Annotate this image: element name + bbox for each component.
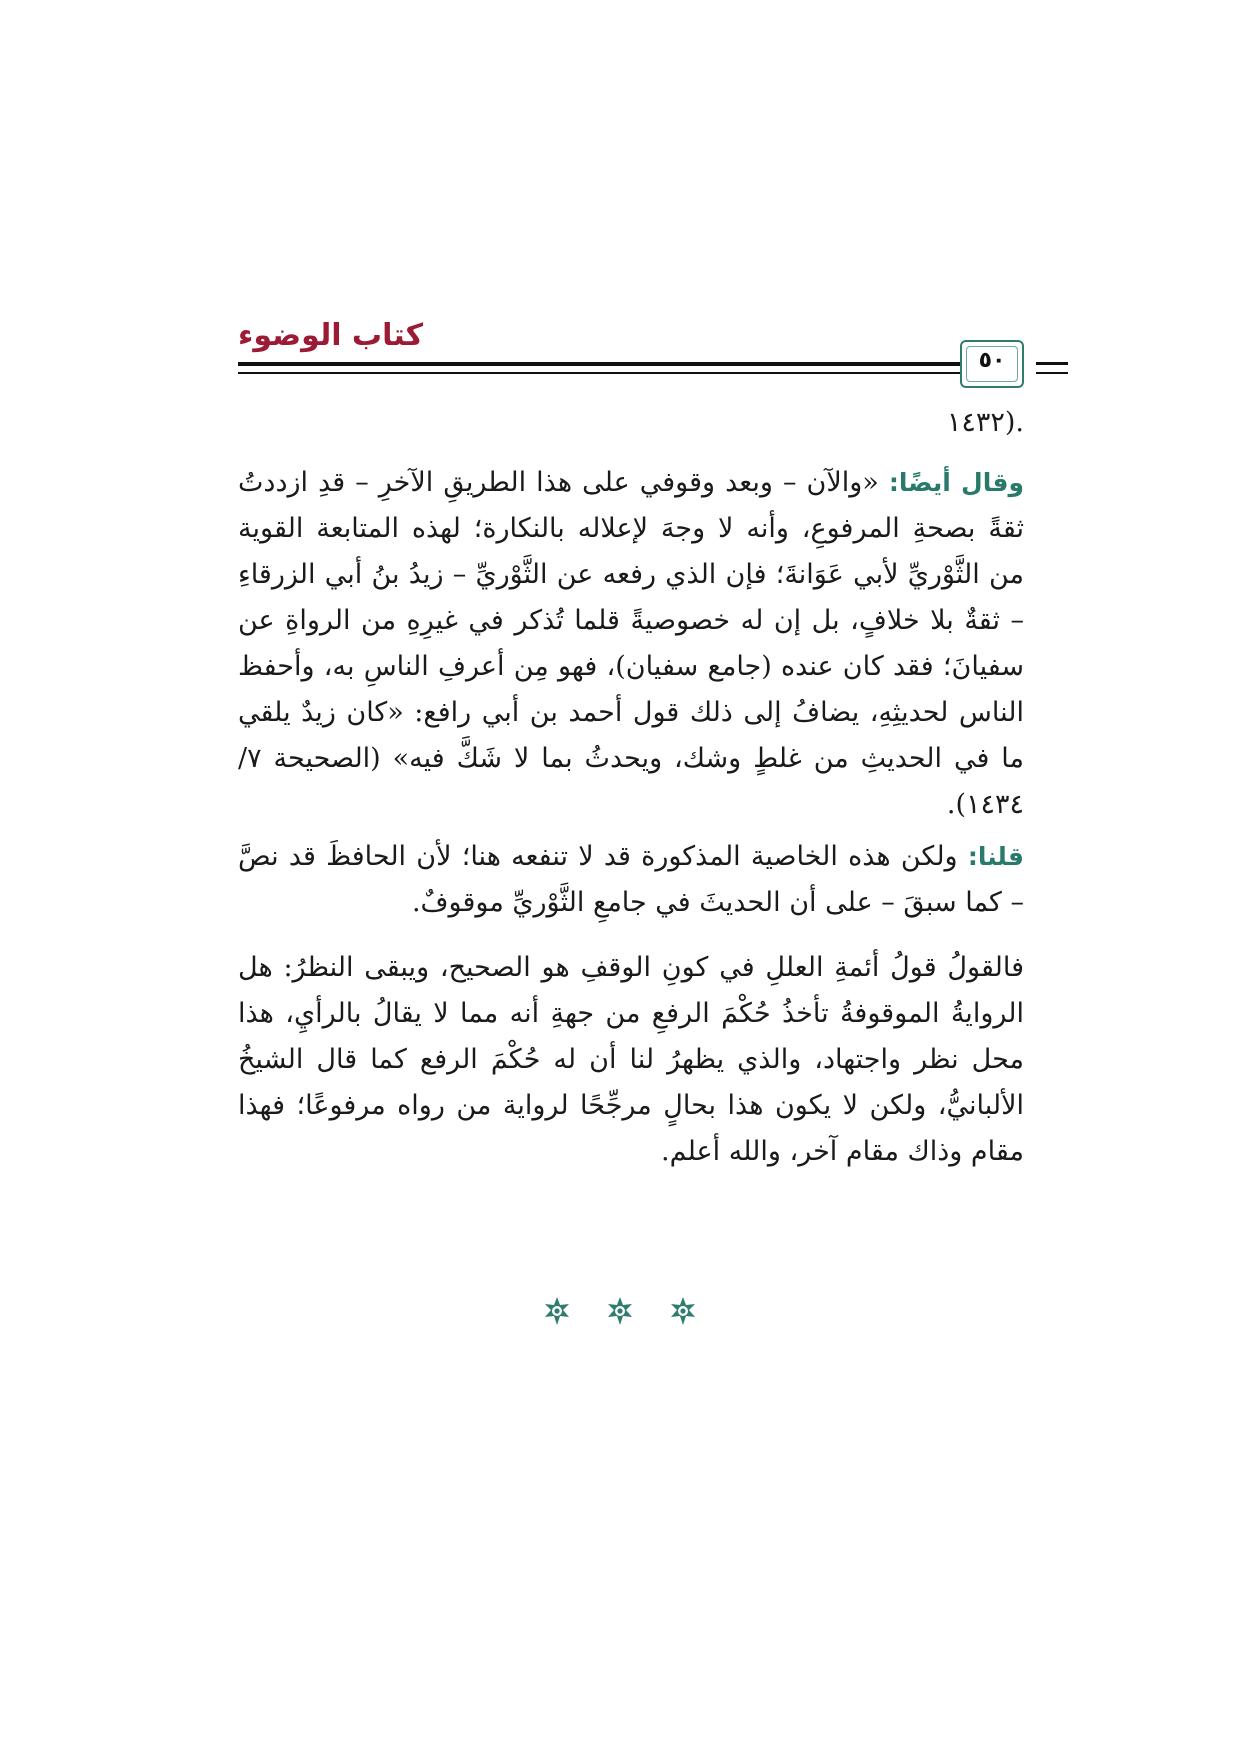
paragraph-1 (238, 460, 1024, 828)
header-rule-right-thick (1036, 362, 1068, 365)
continuation-line (238, 400, 1024, 446)
paragraph-1-text: «والآن – وبعد وقوفي على هذا الطريقِ الآخرِ – قدِ ازددتُ ثقةً بصحةِ المرفوعِ، وأنه لا وجهَ لإعلاله بالنكارة؛ لهذه المتابعة القوية من الثَّوْريِّ لأبي عَوَانةَ؛ فإن الذي رفعه عن الثَّوْريِّ – زيدُ بنُ أبي الزرقاءِ – ثقةٌ بلا خلافٍ، بل إن له خصوصيةً قلما تُذكر في غيرِهِ من الرواةِ عن سفيانَ؛ فقد كان عنده (جامع سفيان)، فهو مِن أعرفِ الناسِ به، وأحفظ الناس لحديثِهِ، يضافُ إلى ذلك قول أحمد بن أبي رافع: «كان زيدٌ يلقي ما في الحديثِ من غلطٍ وشك، ويحدثُ بما لا شَكَّ فيه» (الصحيحة ٧/ ١٤٣٤). (238, 467, 1024, 820)
paragraph-2-lead: قلنا: (967, 842, 1024, 871)
header-rule-thick (238, 362, 1024, 366)
flower-ornament-icon (542, 1296, 572, 1326)
section-end-ornaments (0, 1296, 1240, 1330)
paragraph-3-text: فالقولُ قولُ أئمةِ العللِ في كونِ الوقفِ هو الصحيح، ويبقى النظرُ: هل الروايةُ الموقوفةُ تأخذُ حُكْمَ الرفعِ من جهةِ أنه مما لا يقالُ بالرأيِ، هذا محل نظر واجتهاد، والذي يظهرُ لنا أن له حُكْمَ الرفع كما قال الشيخُ الألبانيُّ، ولكن لا يكون هذا بحالٍ مرجِّحًا لرواية من رواه مرفوعًا؛ فهذا مقام وذاك مقام آخر، والله أعلم. (238, 952, 1024, 1167)
page-number: ٥٠ (978, 348, 1006, 373)
page-number-badge (960, 340, 1024, 388)
continuation-text: .(١٤٣٢ (946, 407, 1024, 438)
book-title: كتاب الوضوء (238, 318, 424, 353)
paragraph-2 (238, 834, 1024, 926)
header-rule-right-thin (1036, 372, 1068, 374)
header-rule-thin (238, 372, 1024, 374)
paragraph-3 (238, 945, 1024, 1175)
paragraph-1-lead: وقال أيضًا: (888, 468, 1025, 497)
flower-ornament-icon (605, 1296, 635, 1326)
paragraph-2-text: ولكن هذه الخاصية المذكورة قد لا تنفعه هنا؛ لأن الحافظَ قد نصَّ – كما سبقَ – على أن الحديثَ في جامعِ الثَّوْريِّ موقوفٌ. (238, 841, 1024, 918)
flower-ornament-icon (668, 1296, 698, 1326)
